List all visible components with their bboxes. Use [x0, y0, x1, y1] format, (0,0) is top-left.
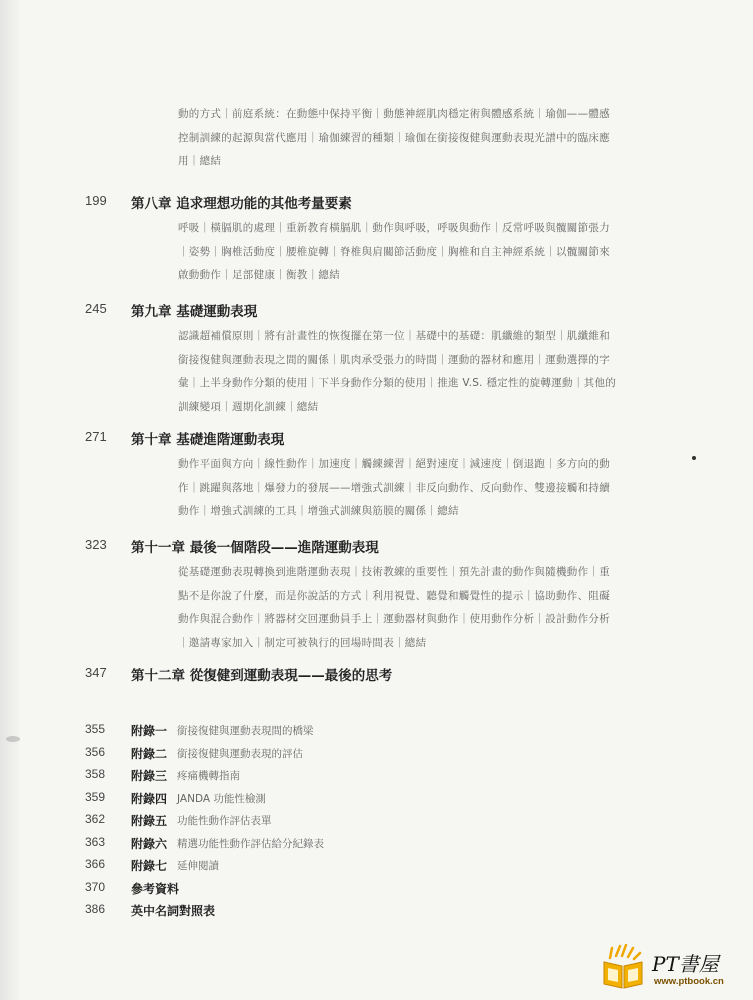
ptbook-watermark	[598, 944, 748, 994]
appendix-label: 附錄六	[131, 836, 168, 851]
appendix-label: 附錄二	[131, 746, 168, 761]
appendix-title: 精選功能性動作評估給分紀錄表	[177, 837, 324, 850]
chapter-page-number: 271	[85, 429, 107, 444]
page-edge-shadow	[0, 0, 22, 1000]
chapter-sections: 呼吸｜橫膈肌的處理｜重新教育橫膈肌｜動作與呼吸，呼吸與動作｜反常呼吸與髖關節張力｜姿勢｜胸椎活動度｜腰椎旋轉｜脊椎與肩關節活動度｜胸椎和自主神經系統｜以髖關節來啟動動作｜足部健康｜衡教｜總結	[178, 222, 610, 281]
appendix-title: 銜接復健與運動表現間的橋梁	[177, 725, 314, 737]
appendix-page-number: 362	[85, 812, 106, 826]
appendix-title: 疼痛機轉指南	[177, 770, 240, 782]
appendix-page-number: 386	[85, 902, 106, 916]
appendix-label: 附錄一	[131, 724, 168, 738]
scan-dot	[692, 456, 696, 460]
appendix-page-number: 363	[85, 834, 106, 849]
scan-smudge	[6, 736, 20, 742]
appendix-item	[85, 835, 585, 858]
appendix-item	[85, 880, 585, 903]
chapter-page-number: 323	[85, 537, 107, 552]
appendix-title: JANDA 功能性檢測	[177, 792, 266, 805]
appendix-item	[85, 902, 585, 925]
appendix-page-number: 358	[85, 767, 106, 781]
chapter-sections: 認識超補償原則｜將有計畫性的恢復擺在第一位｜基礎中的基礎：肌纖維的類型｜肌纖維和銜接復健與運動表現之間的關係｜肌肉承受張力的時間｜運動的器材和應用｜運動選擇的字彙｜上半身動作分類的使用｜下半身動作分類的使用｜推進 V.S. 穩定性的旋轉運動｜其他的訓練變項｜週期化訓練｜總結	[178, 330, 617, 413]
appendix-page-number: 370	[85, 879, 106, 894]
brand-url: www.ptbook.cn	[654, 976, 724, 987]
chapter-title: 第十一章 最後一個階段——進階運動表現	[131, 540, 379, 556]
appendix-page-number: 355	[85, 722, 106, 736]
appendix-item	[85, 857, 585, 880]
appendix-item	[85, 767, 585, 790]
appendix-label: 參考資料	[131, 881, 180, 896]
appendix-item	[85, 745, 585, 768]
chapter-title: 第十二章 從復健到運動表現——最後的思考	[131, 668, 393, 684]
appendix-label: 附錄五	[131, 814, 168, 828]
chapter-continuation: 動的方式｜前庭系統：在動態中保持平衡｜動態神經肌肉穩定術與體感系統｜瑜伽——體感控制訓練的起源與當代應用｜瑜伽練習的種類｜瑜伽在銜接復健與運動表現光譜中的臨床應用｜總結	[178, 108, 610, 167]
chapter-sections: 從基礎運動表現轉換到進階運動表現｜技術教練的重要性｜預先計畫的動作與隨機動作｜重點不是你說了什麼，而是你說話的方式｜利用視覺、聽覺和觸覺性的提示｜協助動作、阻礙動作與混合動作｜將器材交回運動員手上｜運動器材與動作｜使用動作分析｜設計動作分析｜邀請專家加入｜制定可被執行的回場時間表｜總結	[178, 566, 610, 649]
appendix-page-number: 359	[85, 789, 106, 804]
appendix-item	[85, 790, 585, 813]
appendix-page-number: 356	[85, 744, 106, 759]
appendix-title: 銜接復健與運動表現的評估	[177, 747, 303, 760]
appendix-label: 英中名詞對照表	[131, 904, 216, 918]
chapter-page-number: 347	[85, 665, 107, 680]
brand-name: PT書屋	[652, 952, 719, 976]
appendix-page-number: 366	[85, 857, 106, 871]
appendix-label: 附錄七	[131, 859, 168, 873]
appendix-item	[85, 722, 585, 745]
appendix-list	[85, 722, 585, 925]
appendix-item	[85, 812, 585, 835]
chapter-title: 第八章 追求理想功能的其他考量要素	[131, 196, 352, 212]
open-book-icon	[600, 944, 646, 990]
chapter-page-number: 245	[85, 301, 107, 316]
chapter-title: 第九章 基礎運動表現	[131, 304, 258, 320]
appendix-title: 功能性動作評估表單	[177, 815, 272, 827]
chapter-title: 第十章 基礎進階運動表現	[131, 432, 285, 448]
chapter-page-number: 199	[85, 193, 107, 208]
appendix-label: 附錄三	[131, 769, 168, 783]
appendix-label: 附錄四	[131, 791, 168, 806]
appendix-title: 延伸閱讀	[177, 860, 219, 872]
chapter-sections: 動作平面與方向｜線性動作｜加速度｜觸練練習｜絕對速度｜減速度｜倒退跑｜多方向的動作｜跳躍與落地｜爆發力的發展——增強式訓練｜非反向動作、反向動作、雙邊接觸和持續動作｜增強式訓練的工具｜增強式訓練與筋膜的關係｜總結	[178, 458, 610, 517]
